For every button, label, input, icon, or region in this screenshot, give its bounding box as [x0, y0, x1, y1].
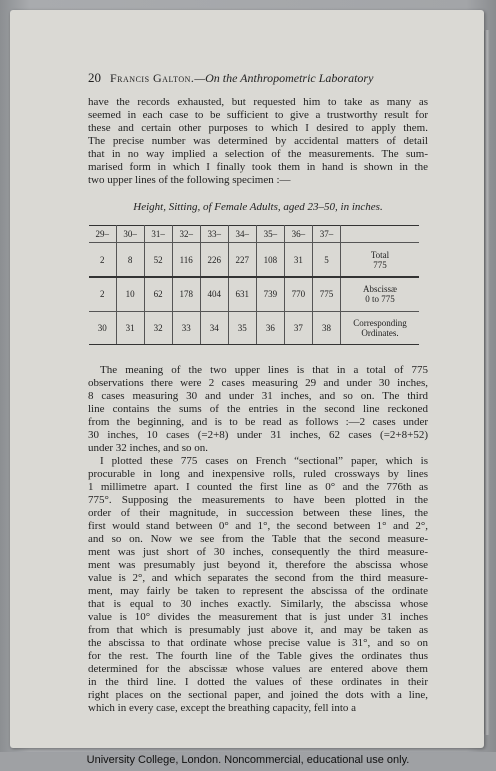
table-cell: 770: [284, 277, 312, 311]
table-cell: 739: [256, 277, 284, 311]
table-cell: 33–: [200, 226, 228, 243]
table-cell: 34–: [228, 226, 256, 243]
text-line: line contains the sums of the entries in the second line reckoned: [88, 403, 428, 415]
table-cell: 32: [144, 311, 172, 344]
text-line: that in no way implied a selection of the measurements. The sum-: [88, 148, 428, 160]
row-label: [341, 226, 420, 243]
text-line: two upper lines of the following specimen :—: [88, 174, 291, 186]
text-line: ment was just short of 30 inches, consequently the third measure-: [88, 546, 428, 558]
table-cell: 33: [172, 311, 200, 344]
row-label: Corresponding Ordinates.: [341, 311, 420, 344]
table-cell: 52: [144, 243, 172, 277]
table-cell: 31: [284, 243, 312, 277]
text-line: first would stand between 0° and 1°, the second between 1° and 2°,: [88, 520, 428, 532]
table-cell: 404: [200, 277, 228, 311]
table-cell: 35–: [256, 226, 284, 243]
row-label: Abscissæ 0 to 775: [341, 277, 420, 311]
table-cell: 178: [172, 277, 200, 311]
table-cell: 227: [228, 243, 256, 277]
text-line: marised form in which I finally took them in hand is shown in the: [88, 161, 428, 173]
page-edge: [484, 30, 490, 735]
text-line: 8 cases measuring 30 and under 31 inches, and so on. The third: [88, 390, 428, 402]
table-cell: 29–: [89, 226, 116, 243]
table-row: [89, 226, 419, 243]
text-line: for the rest. The fourth line of the Table gives the ordinates thus: [88, 650, 428, 662]
table-cell: 31–: [144, 226, 172, 243]
text-line: the abscissa to that ordinate whose precise value is 31°, and so on: [88, 637, 428, 649]
table-cell: 37–: [312, 226, 340, 243]
text-line: The precise number was determined by accidental matters of detail: [88, 135, 428, 147]
text-line: from the beginning, and is to be read as follows :—2 cases under: [88, 416, 428, 428]
table-cell: 631: [228, 277, 256, 311]
table-cell: 2: [89, 243, 116, 277]
text-line: procurable in long and inexpensive rolls, ruled crossways by lines: [88, 468, 428, 480]
table-cell: 36: [256, 311, 284, 344]
header-title: —On the Anthropometric Laboratory: [194, 71, 374, 85]
table-cell: 62: [144, 277, 172, 311]
table-cell: 108: [256, 243, 284, 277]
table-caption: Height, Sitting, of Female Adults, aged 23–50, in inches.: [133, 201, 383, 213]
text-line: seemed in each case to be sufficient to give a trustworthy result for: [88, 109, 428, 121]
footer-notice: University College, London. Noncommercial, educational use only.: [86, 754, 410, 766]
text-line: observations there were 2 cases measuring 29 and under 30 inches,: [88, 377, 428, 389]
table-cell: 5: [312, 243, 340, 277]
paragraph-2: [88, 364, 428, 455]
specimen-table: [89, 225, 419, 345]
text-line: ment was presumably just beyond it, therefore the abscissa whose: [88, 559, 428, 571]
table-cell: 37: [284, 311, 312, 344]
table-cell: 30: [89, 311, 116, 344]
text-line: these and certain other purposes to which I desired to apply them.: [88, 122, 428, 134]
table-cell: 2: [89, 277, 116, 311]
table-cell: 36–: [284, 226, 312, 243]
text-line: which in every case, except the breathing capacity, fell into a: [88, 702, 357, 714]
table-cell: 38: [312, 311, 340, 344]
table-cell: 226: [200, 243, 228, 277]
paragraph-3: [88, 455, 428, 715]
table-cell: 32–: [172, 226, 200, 243]
text-line: 30 inches, 10 cases (=2+8) under 31 inches, 62 cases (=2+8+52): [88, 429, 428, 441]
table-row: [89, 243, 419, 277]
table-row: [89, 277, 419, 311]
text-line: determined for the abscissæ whose values are entered above them: [88, 663, 428, 675]
text-line: 775°. Supposing the measurements to have been plotted in the: [88, 494, 428, 506]
table-row: [89, 311, 419, 344]
text-line: under 32 inches, and so on.: [88, 442, 209, 454]
text-line: ment, may fairly be taken to represent the abscissa of the ordinate: [88, 585, 428, 597]
text-line: right places on the sectional paper, and joined the dots with a line,: [88, 689, 428, 701]
table-cell: 116: [172, 243, 200, 277]
table-cell: 31: [116, 311, 144, 344]
page-number: 20: [88, 70, 101, 85]
text-line: from that which is presumably just above it, and may be taken as: [88, 624, 428, 636]
table-cell: 35: [228, 311, 256, 344]
paragraph-1: [88, 96, 428, 187]
table-cell: 34: [200, 311, 228, 344]
table-cell: 775: [312, 277, 340, 311]
text-line: The meaning of the two upper lines is that in a total of 775: [100, 364, 428, 376]
running-header: [88, 70, 408, 86]
table-cell: 30–: [116, 226, 144, 243]
text-line: that is equal to 30 inches exactly. Similarly, the abscissa whose: [88, 598, 428, 610]
text-line: value is 2°, and which separates the second from the third measure-: [88, 572, 428, 584]
text-line: I plotted these 775 cases on French “sectional” paper, which is: [100, 455, 428, 467]
text-line: have the records exhausted, but requested him to take as many as: [88, 96, 428, 108]
text-line: in the third line. I dotted the values of these ordinates in their: [88, 676, 428, 688]
text-line: and so on. Now we see from the Table that the second measure-: [88, 533, 428, 545]
table-cell: 10: [116, 277, 144, 311]
row-label: Total 775: [341, 243, 420, 277]
text-line: order of their magnitude, in succession between these lines, the: [88, 507, 428, 519]
text-line: 1 millimetre apart. I counted the first line as 0° and the 776th as: [88, 481, 428, 493]
table-cell: 8: [116, 243, 144, 277]
header-author: Francis Galton.: [110, 71, 195, 85]
text-line: value is 10° divides the measurement that is just under 31 inches: [88, 611, 428, 623]
